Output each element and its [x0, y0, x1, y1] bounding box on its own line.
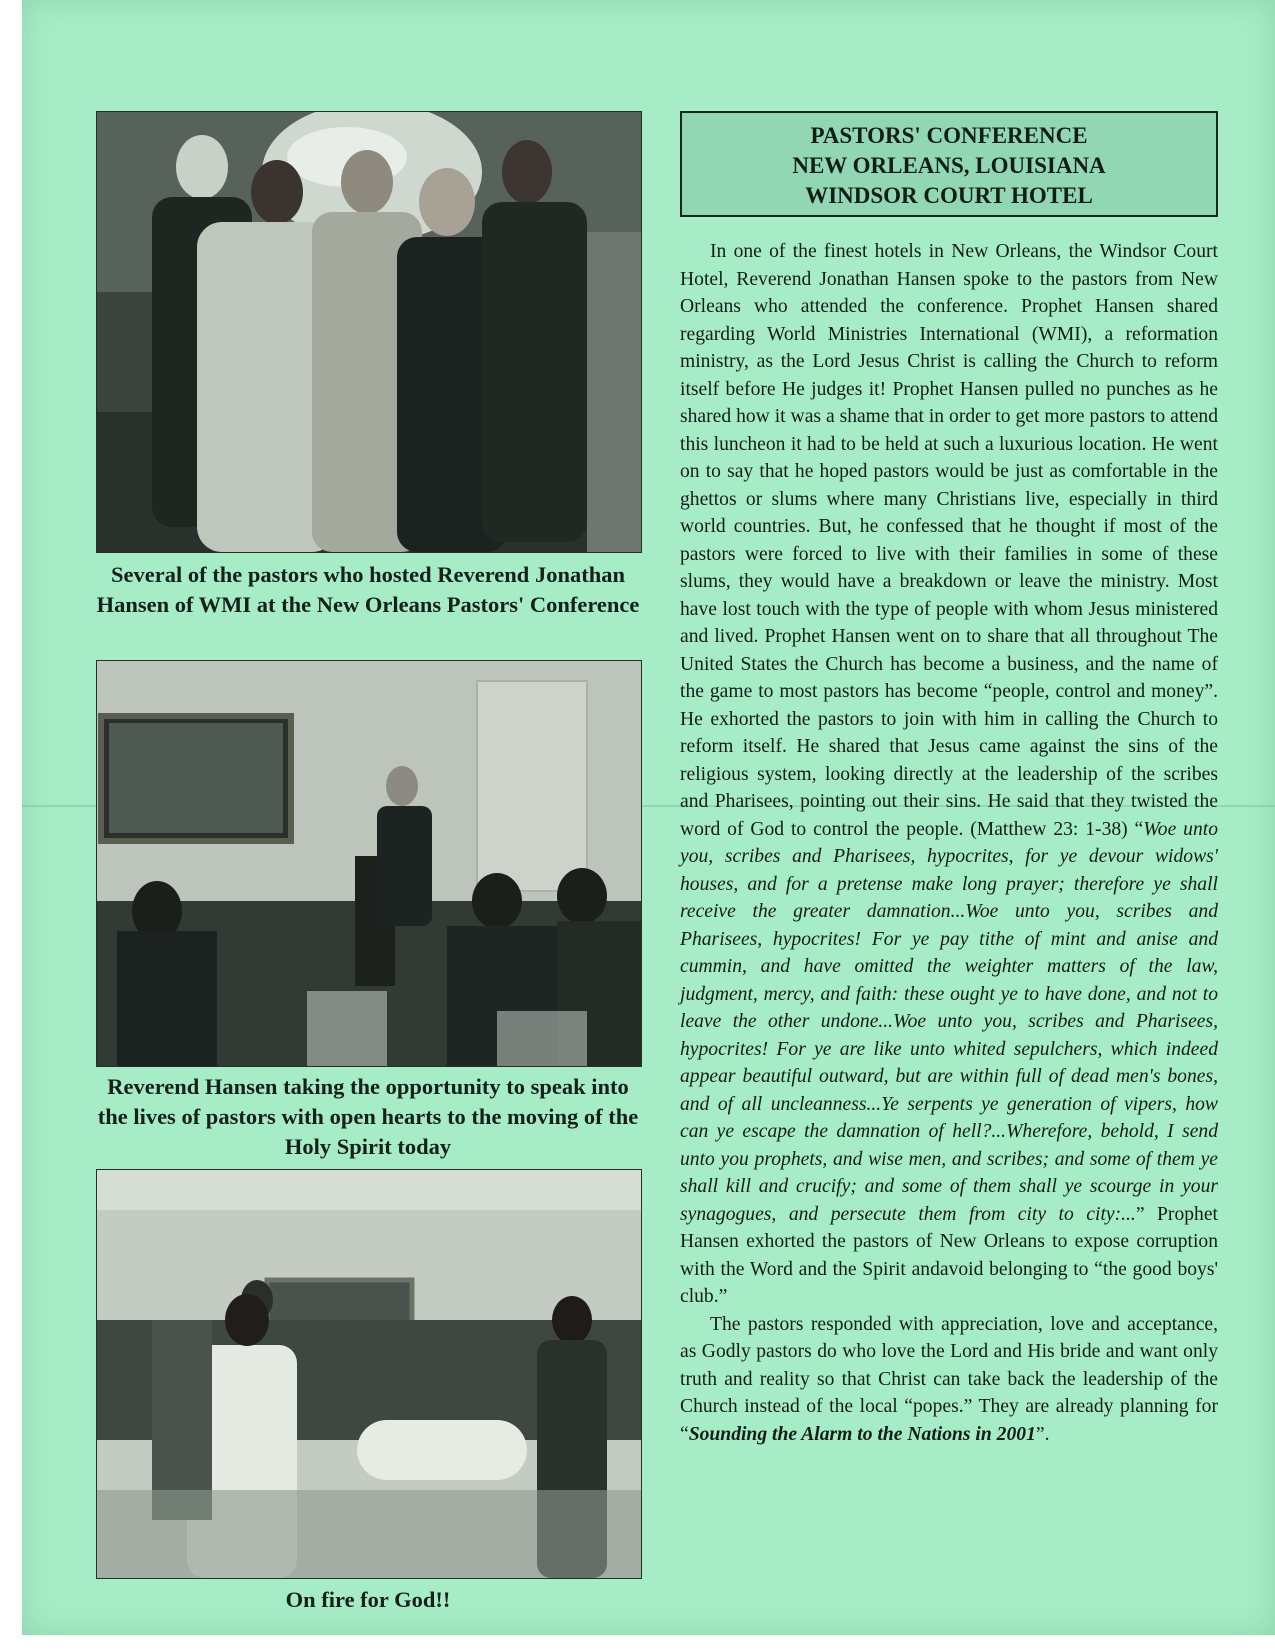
- photo-worship-crowd: [96, 1169, 642, 1579]
- heading-line-city: NEW ORLEANS, LOUISIANA: [792, 153, 1106, 178]
- article-p2-close: ”.: [1035, 1423, 1050, 1445]
- photo-caption-pastors: Several of the pastors who hosted Reverend Jonathan Hansen of WMI at the New Orleans Pastors' Conference: [96, 562, 640, 617]
- article-p1-intro: In one of the finest hotels in New Orleans, the Windsor Court Hotel, Reverend Jonathan Hansen spoke to the pastors from New Orleans who attended the conference. Prophet Hansen shared regarding World Ministries International (WMI), a reformation ministry, as the Lord Jesus Christ is calling the Church to reform itself before He judges it! Prophet Hansen pulled no punches as he shared how it was a shame that in order to get more pastors to attend this luncheon it had to be held at such a luxurious location. He went on to say that he hoped pastors would be just as comfortable in the ghettos or slums where many Christians live, especially in third world countries. But, he confessed that he thought if most of the pastors were forced to live with their families in some of these slums, they would have a breakdown or leave the ministry. Most have lost touch with the type of people with whom Jesus ministered and lived. Prophet Hansen went on to share that all throughout The United States the Church has become a business, and the name of the game to most pastors has become “people, control and money”. He exhorted the pastors to join with him in calling the Church to reform itself. He shared that Jesus came against the sins of the religious system, looking directly at the leadership of the scribes and Pharisees, pointing out their sins. He said that they twisted the word of God to control the people. (Matthew 23: 1-38) “: [680, 241, 1218, 840]
- conference-heading-box: [680, 111, 1218, 217]
- article-paragraph-2: [680, 1311, 1218, 1449]
- article-p1-close: ” Prophet Hansen exhorted the pastors of New Orleans to expose corruption with the Word and the Spirit andavoid belonging to “the good boys' club.”: [680, 1203, 1218, 1307]
- heading-line-hotel: WINDSOR COURT HOTEL: [805, 183, 1093, 208]
- photo-caption-speaker: Reverend Hansen taking the opportunity to speak into the lives of pastors with open hearts to the moving of the Holy Spirit today: [97, 1074, 639, 1159]
- photo-pastors-group: [96, 111, 642, 553]
- heading-line-conference: PASTORS' CONFERENCE: [810, 123, 1088, 148]
- article-event-title: Sounding the Alarm to the Nations in 2001: [688, 1423, 1036, 1445]
- article-p2-intro: The pastors responded with appreciation, love and acceptance, as Godly pastors do who love the Lord and His bride and want only truth and reality so that Christ can take back the leadership of the Church instead of the local “popes.” They are already planning for “: [680, 1313, 1218, 1445]
- article-paragraph-1: [680, 238, 1218, 1311]
- article-body: [680, 238, 1218, 1448]
- photo-caption-worship: On fire for God!!: [285, 1587, 451, 1612]
- photo-speaker-podium: [96, 660, 642, 1067]
- article-scripture-quote: Woe unto you, scribes and Pharisees, hypocrites, for ye devour widows' houses, and for a pretense make long prayer; therefore ye shall receive the greater damnation...Woe unto you, scribes and Pharisees, hypocrites! For ye pay tithe of mint and anise and cummin, and have omitted the weighter matters of the law, judgment, mercy, and faith: these ought ye to have done, and not to leave the other undone...Woe unto you, scribes and Pharisees, hypocrites! For ye are like unto whited sepulchers, which indeed appear beautiful outward, but are within full of dead men's bones, and of all uncleanness...Ye serpents ye generation of vipers, how can ye escape the damnation of hell?...Wherefore, behold, I send unto you prophets, and wise men, and scribes; and some of them ye shall kill and crucify; and some of them shall ye scourge in your synagogues, and persecute them from city to city:...: [680, 818, 1218, 1225]
